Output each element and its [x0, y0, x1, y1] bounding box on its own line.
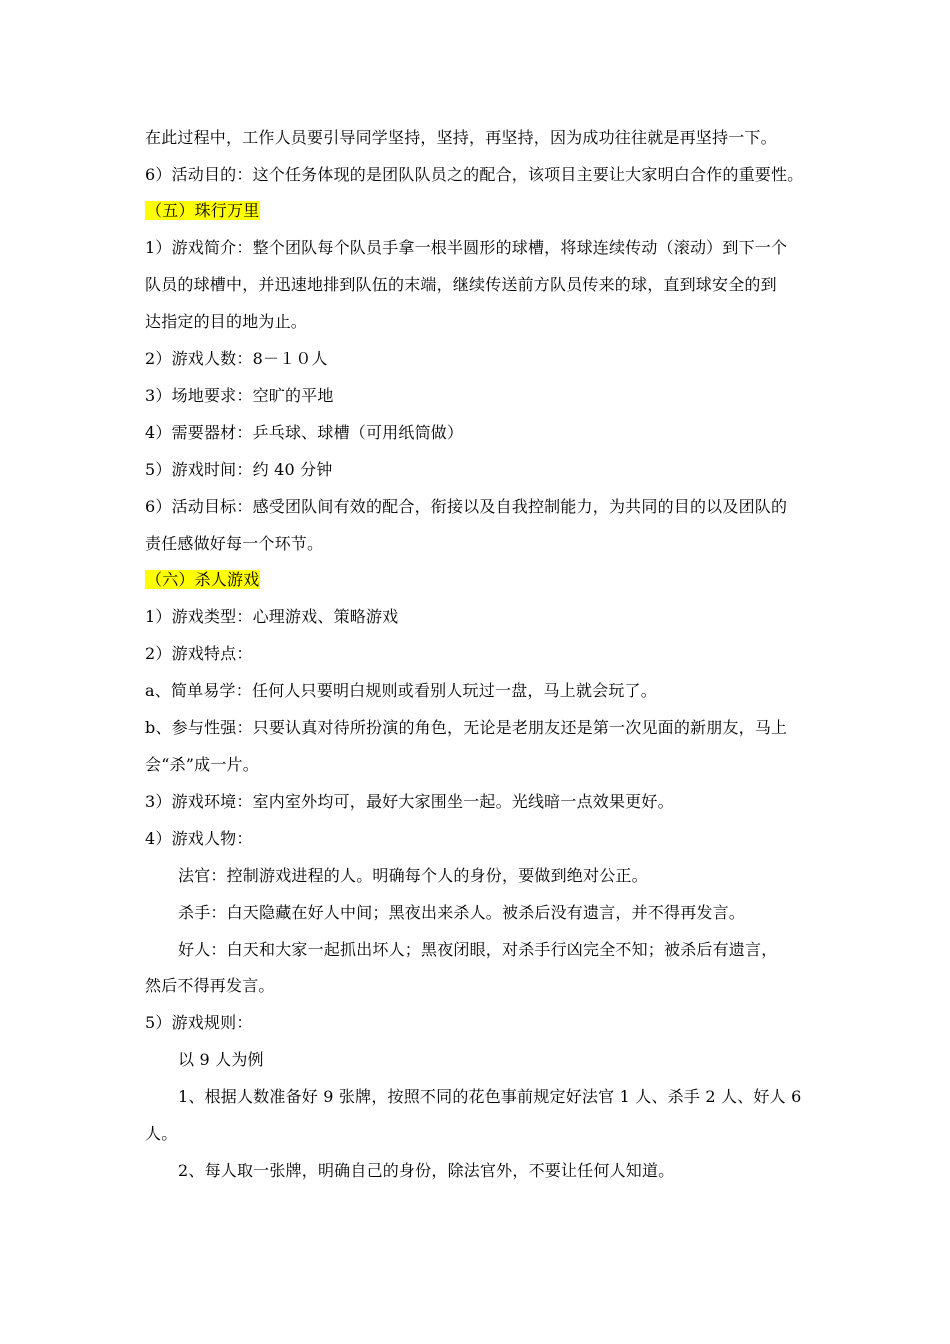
- highlighted-heading-text: （五）珠行万里: [146, 201, 260, 220]
- paragraph: 3）游戏环境：室内室外均可，最好大家围坐一起。光线暗一点效果更好。: [145, 792, 674, 811]
- paragraph: 3）场地要求：空旷的平地: [145, 386, 334, 405]
- paragraph: 4）需要器材：乒乓球、球槽（可用纸筒做）: [145, 423, 464, 442]
- paragraph: 达指定的目的地为止。: [145, 312, 308, 331]
- paragraph: 杀手：白天隐藏在好人中间；黑夜出来杀人。被杀后没有遗言，并不得再发言。: [178, 903, 746, 922]
- paragraph: 好人：白天和大家一起抓出坏人；黑夜闭眼，对杀手行凶完全不知；被杀后有遗言，: [178, 940, 778, 959]
- paragraph: 5）游戏规则：: [145, 1013, 253, 1032]
- paragraph: 6）活动目标：感受团队间有效的配合，衔接以及自我控制能力，为共同的目的以及团队的: [145, 497, 788, 516]
- paragraph: 2）游戏人数：8－１０人: [145, 349, 328, 368]
- paragraph: 以 9 人为例: [178, 1050, 264, 1069]
- highlighted-heading-text: （六）杀人游戏: [146, 570, 260, 589]
- paragraph: 队员的球槽中，并迅速地排到队伍的末端，继续传送前方队员传来的球，直到球安全的到: [145, 275, 777, 294]
- paragraph: 人。: [145, 1124, 178, 1143]
- paragraph: 1、根据人数准备好 9 张牌，按照不同的花色事前规定好法官 1 人、杀手 2 人、好人 6: [178, 1087, 802, 1106]
- paragraph: 责任感做好每一个环节。: [145, 534, 324, 553]
- paragraph: 在此过程中，工作人员要引导同学坚持，坚持，再坚持，因为成功往往就是再坚持一下。: [145, 128, 777, 147]
- paragraph: 1）游戏简介：整个团队每个队员手拿一根半圆形的球槽，将球连续传动（滚动）到下一个: [145, 238, 788, 257]
- paragraph: 会“杀”成一片。: [145, 755, 259, 774]
- paragraph: 4）游戏人物：: [145, 829, 253, 848]
- paragraph: 2、每人取一张牌，明确自己的身份，除法官外，不要让任何人知道。: [178, 1161, 675, 1180]
- paragraph: 6）活动目的：这个任务体现的是团队队员之的配合，该项目主要让大家明白合作的重要性。: [145, 165, 804, 184]
- paragraph: 然后不得再发言。: [145, 976, 275, 995]
- paragraph: 1）游戏类型：心理游戏、策略游戏: [145, 607, 399, 626]
- paragraph: 5）游戏时间：约 40 分钟: [145, 460, 333, 479]
- section-heading: [145, 569, 260, 591]
- paragraph: a、简单易学：任何人只要明白规则或看别人玩过一盘，马上就会玩了。: [145, 681, 657, 700]
- paragraph: 2）游戏特点：: [145, 644, 253, 663]
- paragraph: 法官：控制游戏进程的人。明确每个人的身份，要做到绝对公正。: [178, 866, 648, 885]
- section-heading: [145, 200, 260, 222]
- paragraph: b、参与性强：只要认真对待所扮演的角色，无论是老朋友还是第一次见面的新朋友，马上: [145, 718, 788, 737]
